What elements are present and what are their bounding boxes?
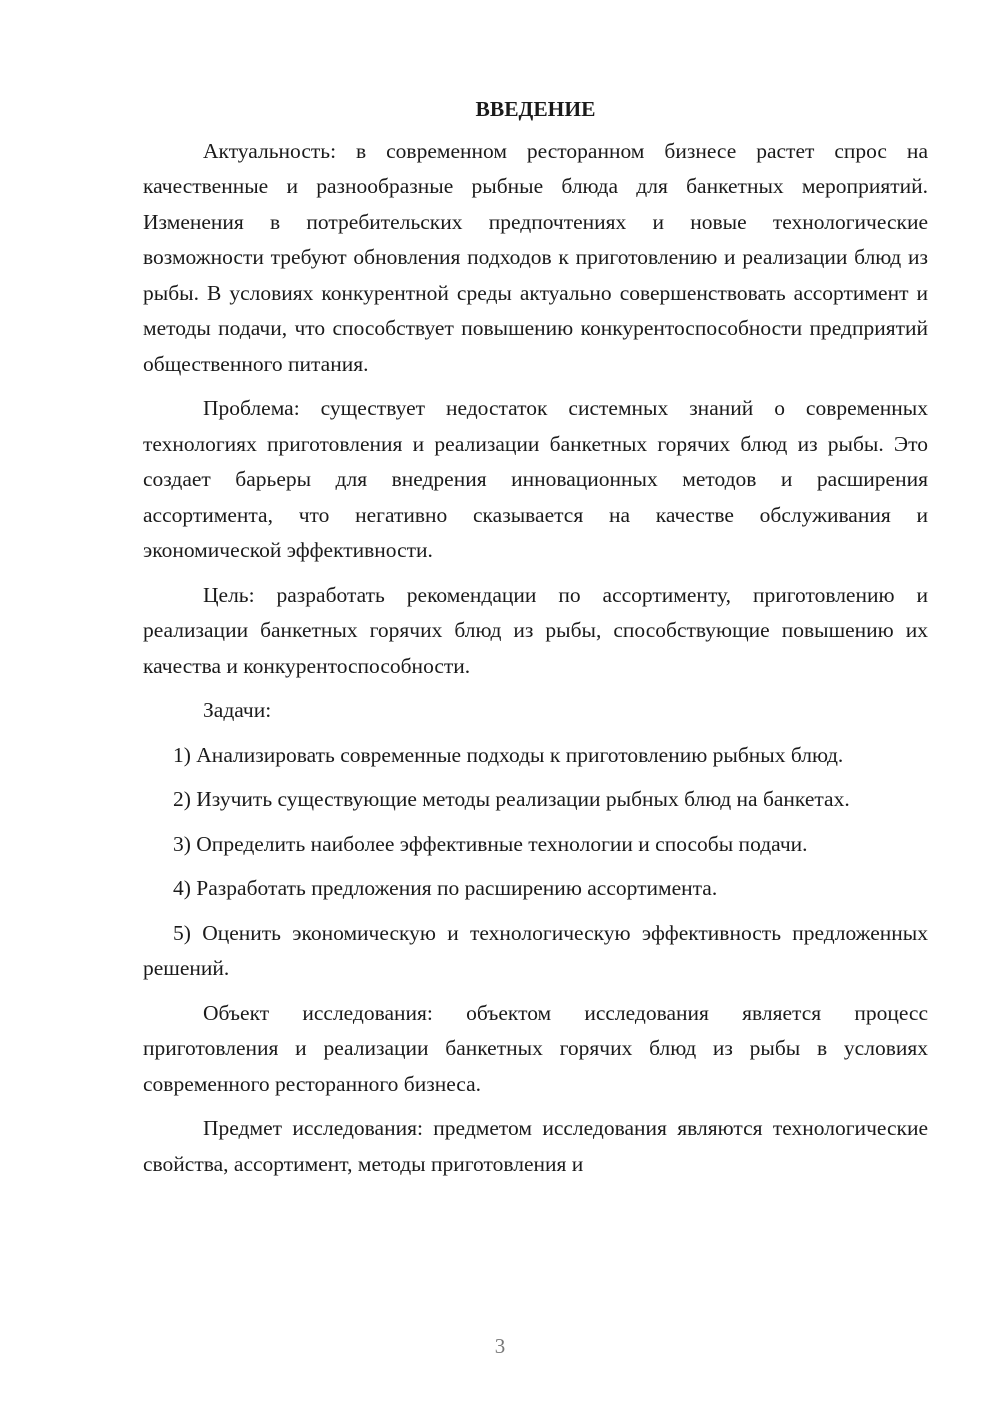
- task-item: 4) Разработать предложения по расширению ассортимента.: [173, 876, 718, 900]
- task-item: 2) Изучить существующие методы реализации рыбных блюд на банкетах.: [173, 787, 850, 811]
- task-item: 3) Определить наиболее эффективные технологии и способы подачи.: [173, 831, 808, 856]
- relevance-paragraph: Актуальность: в современном ресторанном бизнесе растет спрос на качественные и разнообразные рыбные блюда для банкетных мероприятий. Изменения в потребительских предпочтениях и новые технологические возможности требуют обновления подходов к приготовлению и реализации блюд из рыбы. В условиях конкурентной среды актуально совершенствовать ассортимент и методы подачи, что способствует повышению конкурентоспособности предприятий общественного питания.: [143, 138, 928, 376]
- task-item: 1) Анализировать современные подходы к приготовлению рыбных блюд.: [173, 742, 844, 767]
- task-item: 5) Оценить экономическую и технологическую эффективность предложенных решений.: [143, 920, 928, 980]
- section-title: ВВЕДЕНИЕ: [475, 97, 596, 121]
- object-paragraph: Объект исследования: объектом исследования является процесс приготовления и реализации банкетных горячих блюд из рыбы в условиях современного ресторанного бизнеса.: [143, 1000, 928, 1096]
- problem-paragraph: Проблема: существует недостаток системных знаний о современных технологиях приготовления и реализации банкетных горячих блюд из рыбы. Это создает барьеры для внедрения инновационных методов и расширения ассортимента, что негативно сказывается на качестве обслуживания и экономической эффективности.: [143, 396, 928, 562]
- tasks-heading: Задачи:: [203, 698, 272, 722]
- page-number: 3: [494, 1334, 506, 1358]
- goal-paragraph: Цель: разработать рекомендации по ассортименту, приготовлению и реализации банкетных горячих блюд из рыбы, способствующие повышению их качества и конкурентоспособности.: [143, 582, 928, 678]
- document-body: [143, 92, 928, 1191]
- subject-paragraph: Предмет исследования: предметом исследования являются технологические свойства, ассортимент, методы приготовления и: [143, 1116, 928, 1176]
